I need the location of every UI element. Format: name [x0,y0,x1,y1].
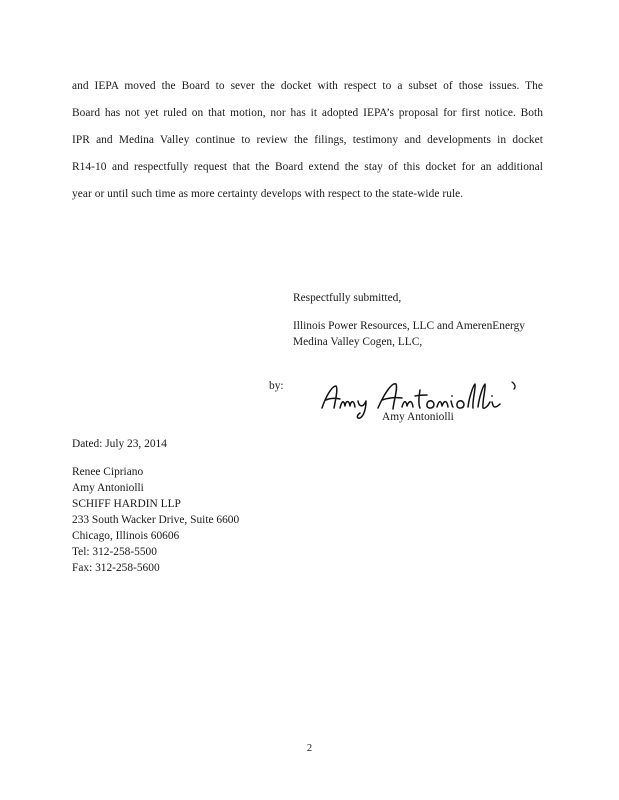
paragraph-line: and IEPA moved the Board to sever the docket with respect to a subset of those issues. The [72,80,543,92]
counsel-line: Renee Cipriano [72,466,144,478]
counsel-line: Chicago, Illinois 60606 [72,530,180,542]
paragraph-line: R14-10 and respectfully request that the Board extend the stay of this docket for an additional [72,161,543,173]
closing-text: Respectfully submitted, [293,292,402,304]
counsel-line: Fax: 312-258-5600 [72,562,160,574]
page-number: 2 [306,743,313,754]
counsel-line: SCHIFF HARDIN LLP [72,498,181,510]
dated-line: Dated: July 23, 2014 [72,438,167,450]
counsel-line: 233 South Wacker Drive, Suite 6600 [72,514,240,526]
printed-signer-name: Amy Antoniolli [382,411,454,423]
party-name-line2: Medina Valley Cogen, LLC, [293,336,423,348]
counsel-line: Amy Antoniolli [72,482,144,494]
paragraph-line: Board has not yet ruled on that motion, nor has it adopted IEPA’s proposal for first notice. Both [72,107,543,119]
by-label: by: [269,380,284,392]
counsel-line: Tel: 312-258-5500 [72,546,157,558]
paragraph-line-last: year or until such time as more certainty develops with respect to the state-wide rule. [72,188,464,200]
paragraph-line: IPR and Medina Valley continue to review the filings, testimony and developments in docket [72,134,543,146]
party-name-line1: Illinois Power Resources, LLC and AmerenEnergy [293,320,525,332]
